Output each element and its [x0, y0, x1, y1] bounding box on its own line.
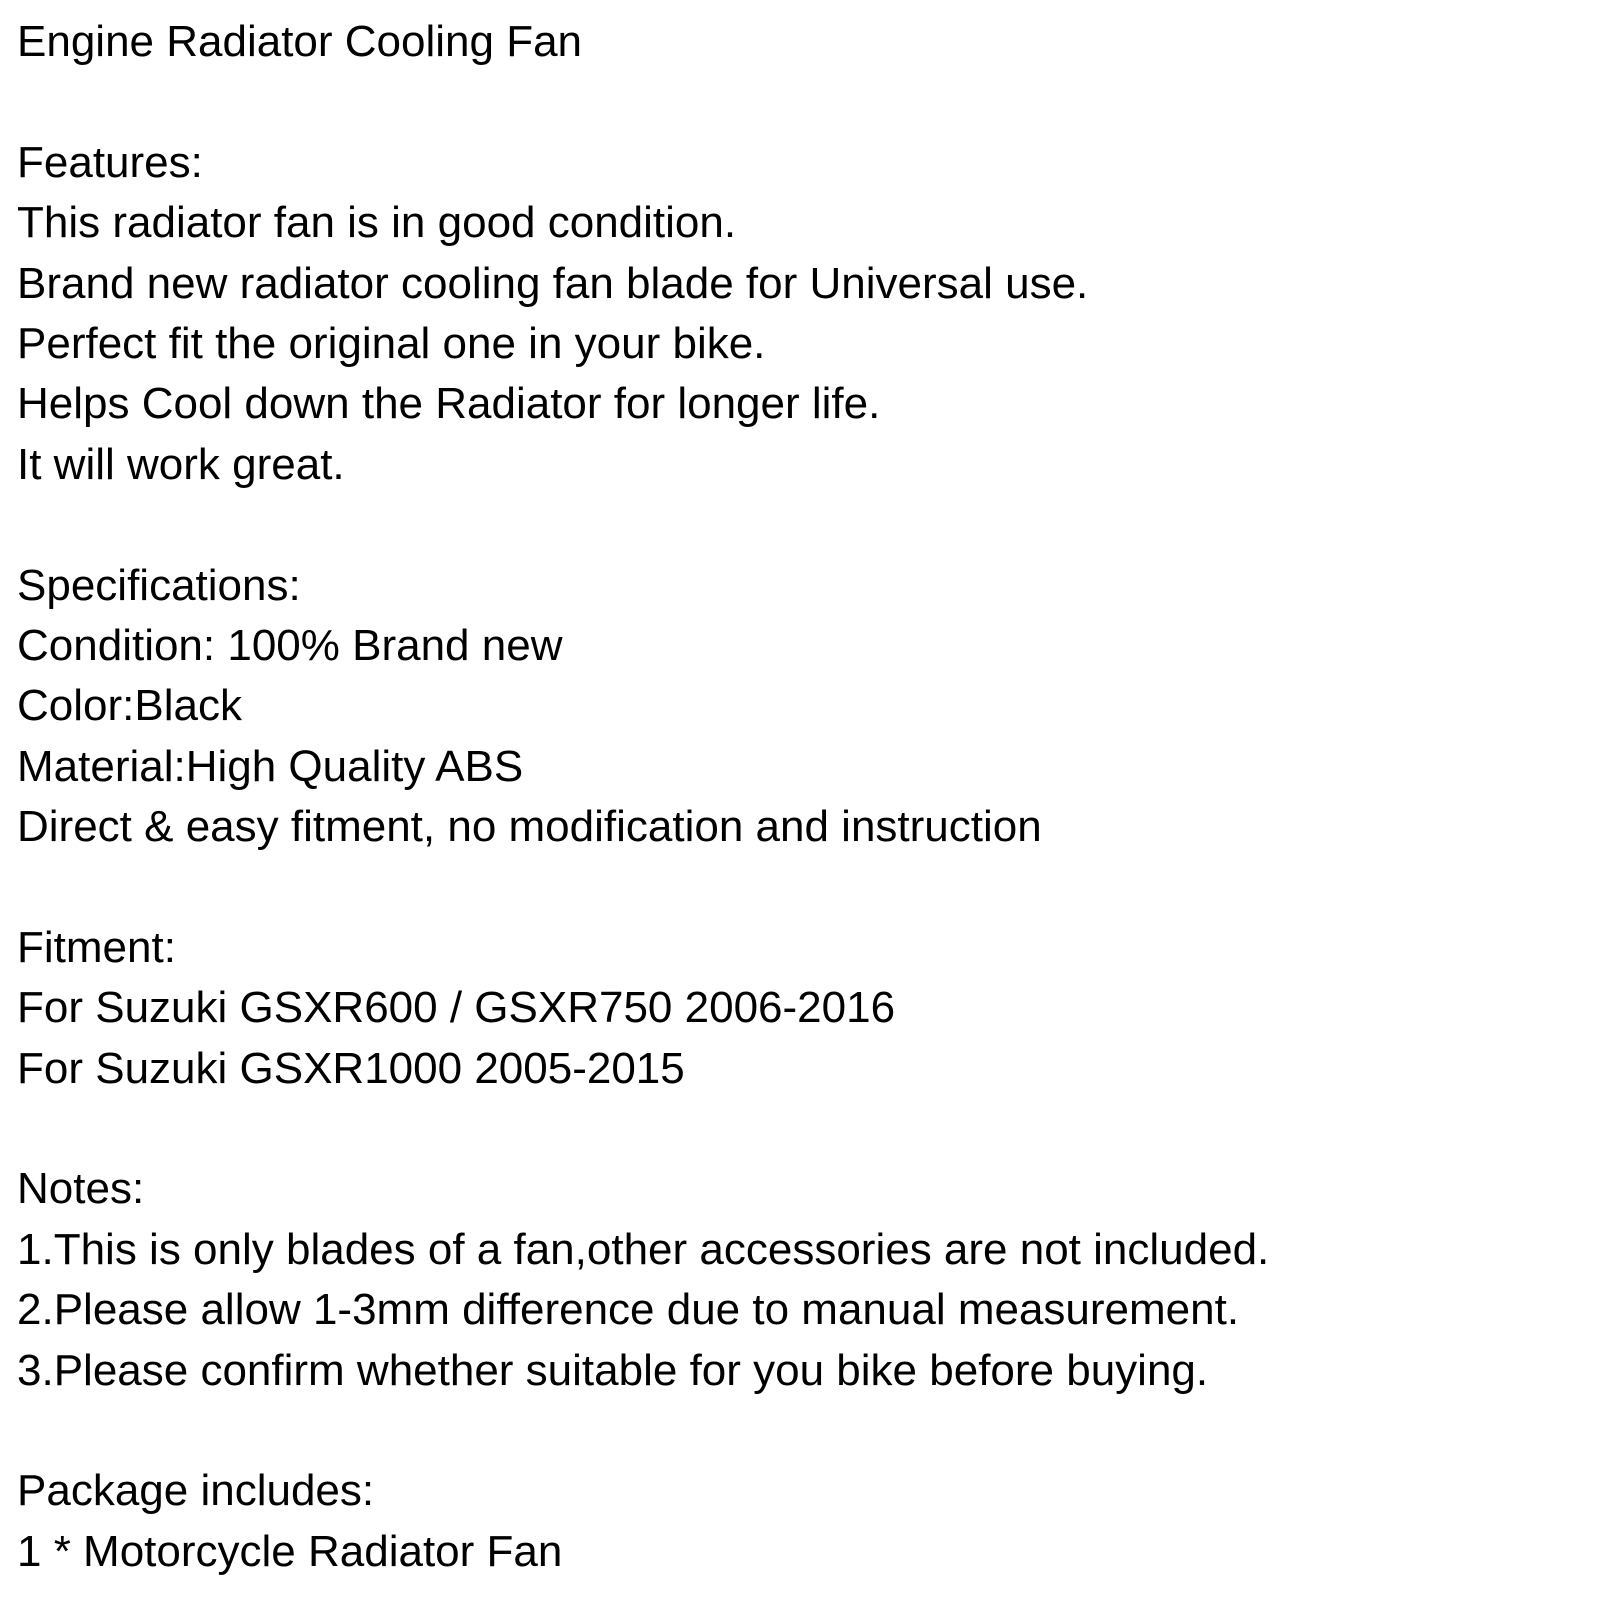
- specification-item: Direct & easy fitment, no modification and instruction: [17, 802, 1042, 852]
- fitment-item: For Suzuki GSXR600 / GSXR750 2006-2016: [17, 983, 896, 1033]
- package-item: 1 * Motorcycle Radiator Fan: [17, 1526, 563, 1576]
- features-heading: Features:: [17, 137, 203, 187]
- spacer: [17, 495, 1577, 555]
- product-description: [17, 12, 1577, 1582]
- package-heading: Package includes:: [17, 1466, 375, 1516]
- feature-item: This radiator fan is in good condition.: [17, 198, 737, 248]
- note-item: 3.Please confirm whether suitable for you bike before buying.: [17, 1345, 1209, 1395]
- spacer: [17, 1099, 1577, 1159]
- fitment-heading: Fitment:: [17, 922, 176, 972]
- note-item: 2.Please allow 1-3mm difference due to manual measurement.: [17, 1285, 1240, 1335]
- feature-item: Brand new radiator cooling fan blade for Universal use.: [17, 258, 1089, 308]
- spacer: [17, 857, 1577, 917]
- spacer: [17, 72, 1577, 132]
- fitment-item: For Suzuki GSXR1000 2005-2015: [17, 1043, 685, 1093]
- notes-heading: Notes:: [17, 1164, 145, 1214]
- note-item: 1.This is only blades of a fan,other accessories are not included.: [17, 1224, 1270, 1274]
- specification-item: Material:High Quality ABS: [17, 741, 524, 791]
- feature-item: Perfect fit the original one in your bike.: [17, 318, 766, 368]
- specifications-heading: Specifications:: [17, 560, 301, 610]
- specification-item: Condition: 100% Brand new: [17, 620, 563, 670]
- feature-item: It will work great.: [17, 439, 345, 489]
- specification-item: Color:Black: [17, 681, 242, 731]
- feature-item: Helps Cool down the Radiator for longer life.: [17, 379, 881, 429]
- page-title: Engine Radiator Cooling Fan: [17, 17, 583, 66]
- spacer: [17, 1401, 1577, 1461]
